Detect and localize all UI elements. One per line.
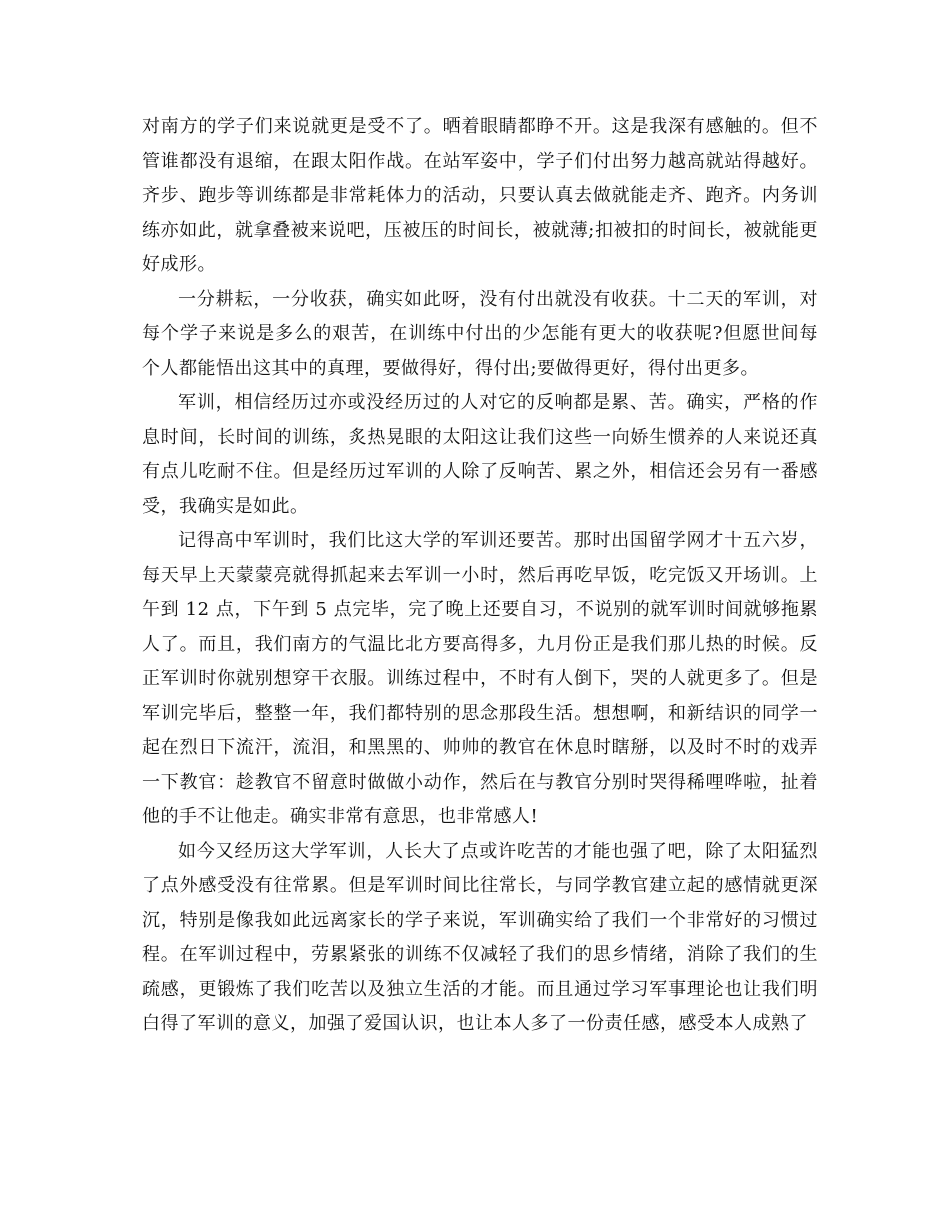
- paragraph: 如今又经历这大学军训，人长大了点或许吃苦的才能也强了吧，除了太阳猛烈了点外感受没有往常累。但是军训时间比往常长，与同学教官建立起的感情就更深沉，特别是像我如此远离家长的学子来说，军训确实给了我们一个非常好的习惯过程。在军训过程中，劳累紧张的训练不仅减轻了我们的思乡情绪，消除了我们的生疏感，更锻炼了我们吃苦以及独立生活的才能。而且通过学习军事理论也让我们明白得了军训的意义，加强了爱国认识，也让本人多了一份责任感，感受本人成熟了: [142, 840, 818, 1034]
- document-body: [142, 110, 818, 1042]
- paragraph: 对南方的学子们来说就更是受不了。晒着眼睛都睁不开。这是我深有感触的。但不管谁都没有退缩，在跟太阳作战。在站军姿中，学子们付出努力越高就站得越好。齐步、跑步等训练都是非常耗体力的活动，只要认真去做就能走齐、跑齐。内务训练亦如此，就拿叠被来说吧，压被压的时间长，被就薄;扣被扣的时间长，被就能更好成形。: [142, 116, 818, 275]
- paragraph: 一分耕耘，一分收获，确实如此呀，没有付出就没有收获。十二天的军训，对每个学子来说是多么的艰苦，在训练中付出的少怎能有更大的收获呢?但愿世间每个人都能悟出这其中的真理，要做得好，得付出;要做得更好，得付出更多。: [142, 288, 818, 379]
- paragraph: 军训，相信经历过亦或没经历过的人对它的反响都是累、苦。确实，严格的作息时间，长时间的训练，炙热晃眼的太阳这让我们这些一向娇生惯养的人来说还真有点儿吃耐不住。但是经历过军训的人除了反响苦、累之外，相信还会另有一番感受，我确实是如此。: [142, 392, 818, 517]
- paragraph: 记得高中军训时，我们比这大学的军训还要苦。那时出国留学网才十五六岁，每天早上天蒙蒙亮就得抓起来去军训一小时，然后再吃早饭，吃完饭又开场训。上午到 12 点，下午到 5 点完毕，完了晚上还要自习，不说别的就军训时间就够拖累人了。而且，我们南方的气温比北方要高得多，九月份正是我们那儿热的时候。反正军训时你就别想穿干衣服。训练过程中，不时有人倒下，哭的人就更多了。但是军训完毕后，整整一年，我们都特别的思念那段生活。想想啊，和新结识的同学一起在烈日下流汗，流泪，和黑黑的、帅帅的教官在休息时瞎掰，以及时不时的戏弄一下教官：趁教官不留意时做做小动作，然后在与教官分别时哭得稀哩哗啦，扯着他的手不让他走。确实非常有意思，也非常感人!: [142, 530, 818, 827]
